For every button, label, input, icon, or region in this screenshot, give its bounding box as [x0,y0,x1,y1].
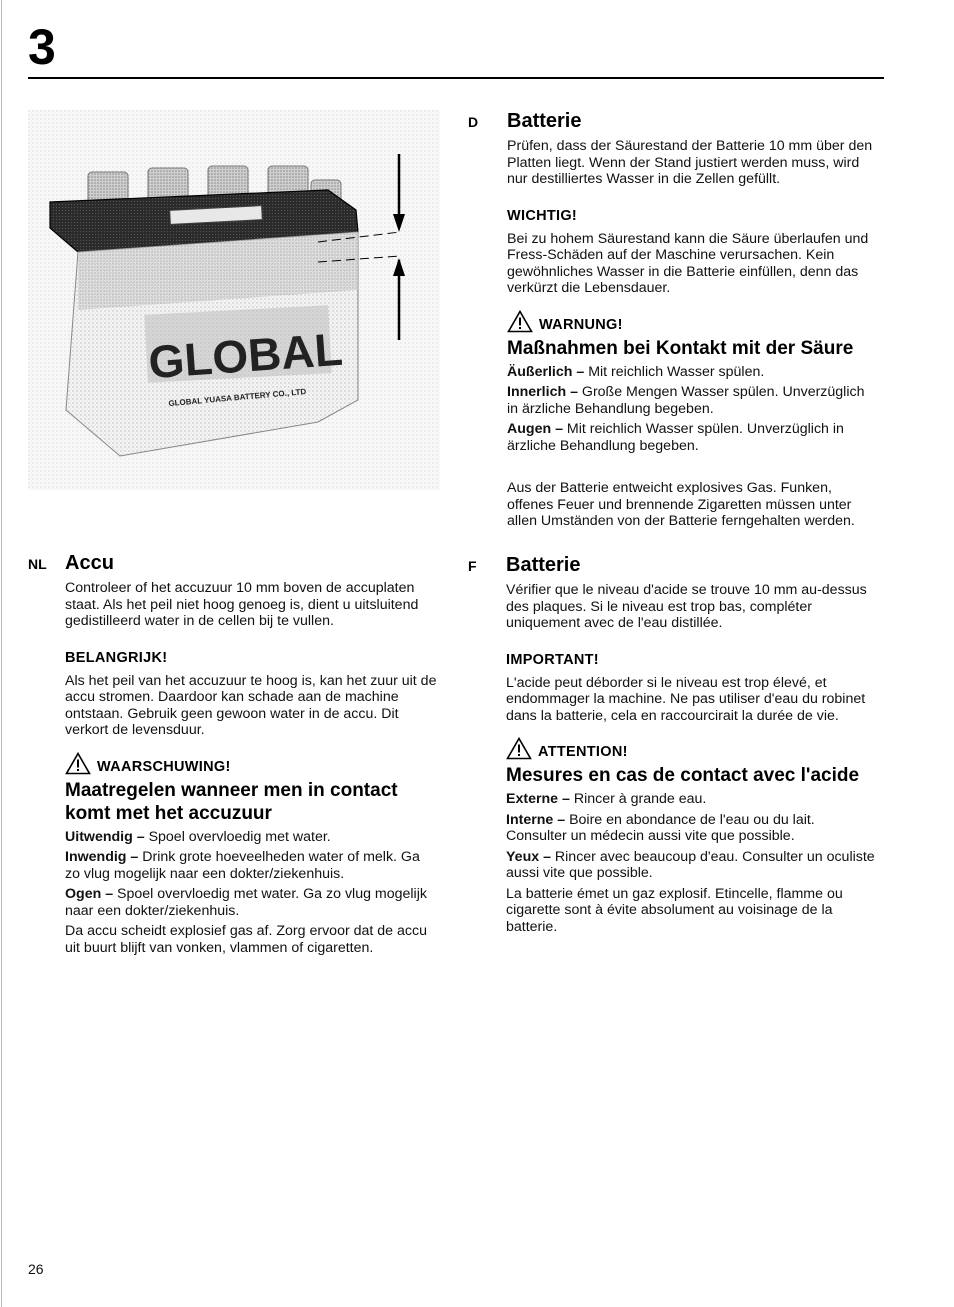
battery-brand-logo: GLOBAL [146,322,345,389]
warning-triangle-icon [506,737,532,760]
intro-nl: Controleer of het accuzuur 10 mm boven de accuplaten staat. Als het peil niet hoog genoeg is, dient u uitsluitend gedistilleerd water in de cellen bij te vullen. [65,580,419,629]
section-title-de: Batterie [507,110,582,132]
eyes-text-nl: Spoel overvloedig met water. Ga zo vlug mogelijk naar een dokter/ziekenhuis. [65,886,427,919]
warning-triangle-icon [507,310,533,333]
page-number: 26 [28,1261,44,1277]
gas-text-nl: Da accu scheidt explosief gas af. Zorg ervoor dat de accu uit buurt blijft van vonken, vlammen of cigaretten. [65,923,427,956]
warning-row-de [507,310,877,333]
external-label-nl: Uitwendig – [65,828,145,845]
contact-title-fr: Mesures en cas de contact avec l'acide [506,765,860,786]
external-text-fr: Rincer à grande eau. [569,791,707,807]
lang-code-nl: NL [28,556,47,572]
internal-text-de: Große Mengen Wasser spülen. Unverzüglich in ärzliche Behandlung begeben. [507,384,865,417]
warning-triangle-icon [65,752,91,775]
section-de [507,110,877,530]
lang-code-fr: F [468,558,477,574]
important-text-de: Bei zu hohem Säurestand kann die Säure überlaufen und Fress-Schäden auf der Maschine verursachen. Kein gewöhnliches Wasser in die Batterie einfüllen, denn das verkürzt die Lebensdauer. [507,230,869,296]
important-text-fr: L'acide peut déborder si le niveau est trop élevé, et endommager la machine. Ne pas utiliser d'eau du robinet dans la batterie, cela en raccourcirait la durée de vie. [506,674,866,724]
battery-illustration [28,110,440,490]
intro-fr: Vérifier que le niveau d'acide se trouve 10 mm au-dessus des plaques. Si le niveau est trop bas, compléter uniquement avec de l'eau distillée. [506,582,867,631]
internal-label-de: Innerlich – [507,384,578,400]
lang-code-de: D [468,114,479,130]
gas-text-fr: La batterie émet un gaz explosif. Etincelle, flamme ou cigarette sont à évite absolument au voisinage de la batterie. [506,885,843,935]
warning-row-fr [506,737,876,760]
external-text-de: Mit reichlich Wasser spülen. [584,363,765,380]
important-text-nl: Als het peil van het accuzuur te hoog is, kan het zuur uit de accu stromen. Daardoor kan schade aan de machine ontstaan. Gebruik geen gewoon water in de accu. Dit verkort de levensduur. [65,672,437,738]
internal-label-nl: Inwendig – [65,849,139,865]
external-text-nl: Spoel overvloedig met water. [144,828,331,845]
intro-de: Prüfen, dass der Säurestand der Batterie 10 mm über den Platten liegt. Wenn der Stand justiert werden muss, wird nur destilliertes Wasser in die Zellen gefüllt. [507,138,873,187]
section-title-nl: Accu [65,552,114,574]
eyes-text-fr: Rincer avec beaucoup d'eau. Consulter un oculiste aussi vite que possible. [506,848,875,881]
section-title-fr: Batterie [506,554,581,576]
warning-label-de: WARNUNG! [539,316,623,333]
chapter-number: 3 [28,19,56,75]
important-label-nl: BELANGRIJK! [65,649,168,666]
warning-label-nl: WAARSCHUWING! [97,758,231,775]
external-label-de: Äußerlich – [507,363,585,380]
important-label-de: WICHTIG! [507,207,578,224]
header-rule [28,77,884,79]
internal-text-fr: Boire en abondance de l'eau ou du lait. Consulter un médecin aussi vite que possible. [506,811,815,844]
section-fr [506,554,876,935]
contact-title-nl: Maatregelen wanneer men in contact komt met het accuzuur [65,779,398,824]
page-edge-line [1,0,2,1307]
warning-label-fr: ATTENTION! [538,744,628,760]
internal-text-nl: Drink grote hoeveelheden water of melk. Ga zo vlug mogelijk naar een dokter/ziekenhuis. [65,849,420,882]
eyes-label-nl: Ogen – [65,886,114,902]
eyes-label-de: Augen – [507,421,563,437]
contact-title-de: Maßnahmen bei Kontakt mit der Säure [507,337,854,359]
external-label-fr: Externe – [506,791,570,807]
eyes-text-de: Mit reichlich Wasser spülen. Unverzüglich in ärzliche Behandlung begeben. [507,421,844,454]
warning-row-nl [65,752,437,775]
internal-label-fr: Interne – [506,811,566,828]
section-nl [65,552,437,956]
eyes-label-fr: Yeux – [506,848,551,865]
gas-text-de: Aus der Batterie entweicht explosives Gas. Funken, offenes Feuer und brennende Zigaretten müssen unter allen Umständen von der Batterie ferngehalten werden. [507,480,855,529]
battery-maker-text: GLOBAL YUASA BATTERY CO., LTD [168,387,307,409]
important-label-fr: IMPORTANT! [506,651,599,668]
